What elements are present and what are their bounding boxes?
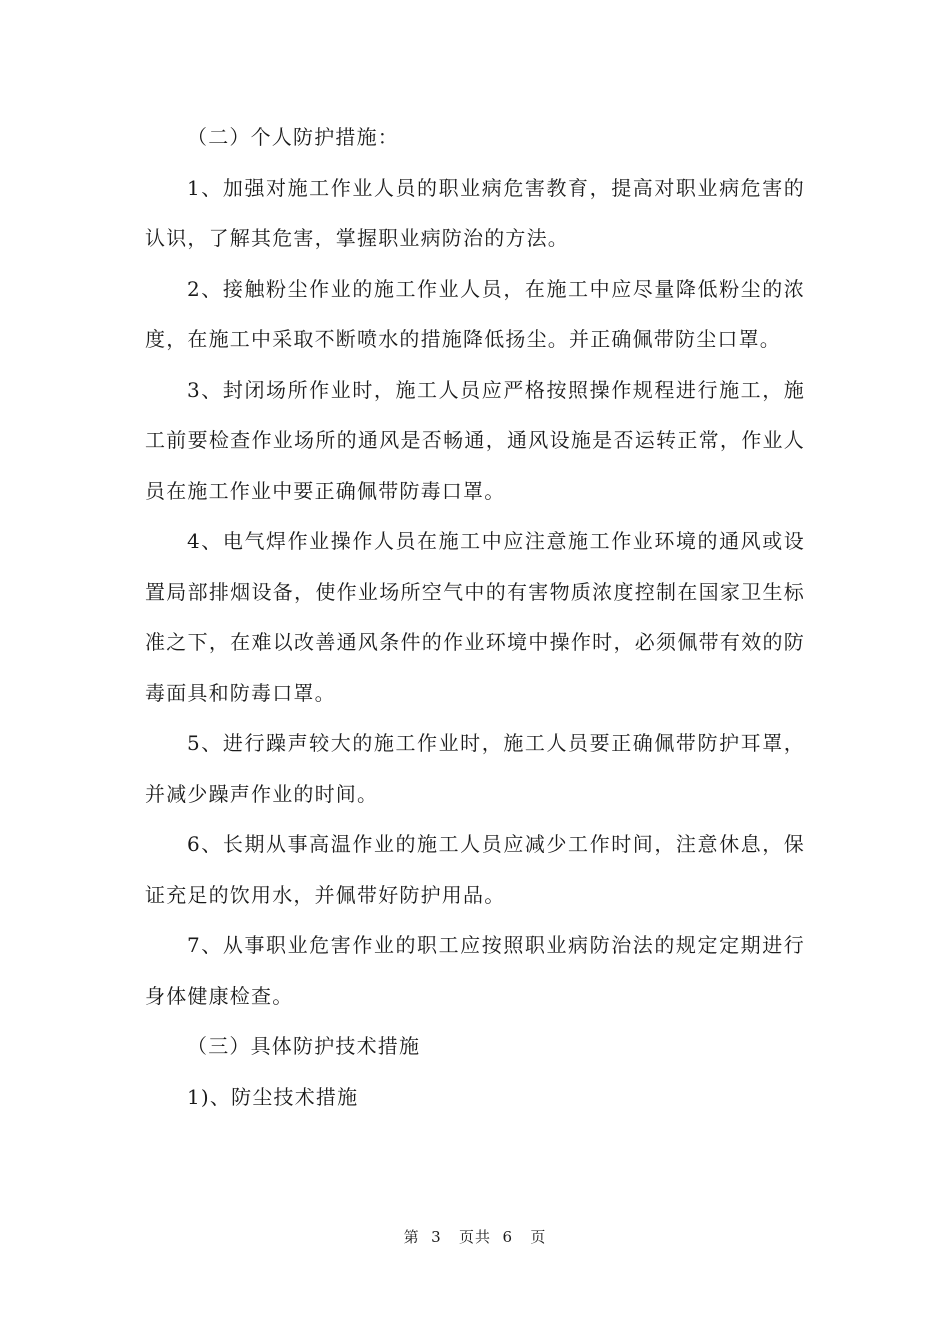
section-heading-technical-measures: （三）具体防护技术措施 [187,1034,421,1058]
paragraph-item-2: 2、接触粉尘作业的施工作业人员，在施工中应尽量降低粉尘的浓度，在施工中采取不断喷水的措施降低扬尘。并正确佩带防尘口罩。 [145,276,805,351]
section-heading-personal-protection: （二）个人防护措施： [187,125,399,149]
paragraph-item-4: 4、电气焊作业操作人员在施工中应注意施工作业环境的通风或设置局部排烟设备，使作业场所空气中的有害物质浓度控制在国家卫生标准之下，在难以改善通风条件的作业环境中操作时，必须佩带有效的防毒面具和防毒口罩。 [145,529,805,705]
document-body [145,112,805,1122]
paragraph-item-6: 6、长期从事高温作业的施工人员应减少工作时间，注意休息，保证充足的饮用水，并佩带好防护用品。 [145,832,805,907]
subsection-heading-dust-prevention: 1)、防尘技术措施 [187,1084,359,1109]
paragraph-item-5: 5、进行躁声较大的施工作业时，施工人员要正确佩带防护耳罩，并减少躁声作业的时间。 [145,731,805,806]
paragraph-item-7: 7、从事职业危害作业的职工应按照职业病防治法的规定定期进行身体健康检查。 [145,933,805,1008]
paragraph-item-3: 3、封闭场所作业时，施工人员应严格按照操作规程进行施工，施工前要检查作业场所的通风是否畅通，通风设施是否运转正常，作业人员在施工作业中要正确佩带防毒口罩。 [145,377,805,503]
page-footer: 第 3 页共 6 页 [403,1228,547,1246]
paragraph-item-1: 1、加强对施工作业人员的职业病危害教育，提高对职业病危害的认识，了解其危害，掌握职业病防治的方法。 [145,175,805,250]
